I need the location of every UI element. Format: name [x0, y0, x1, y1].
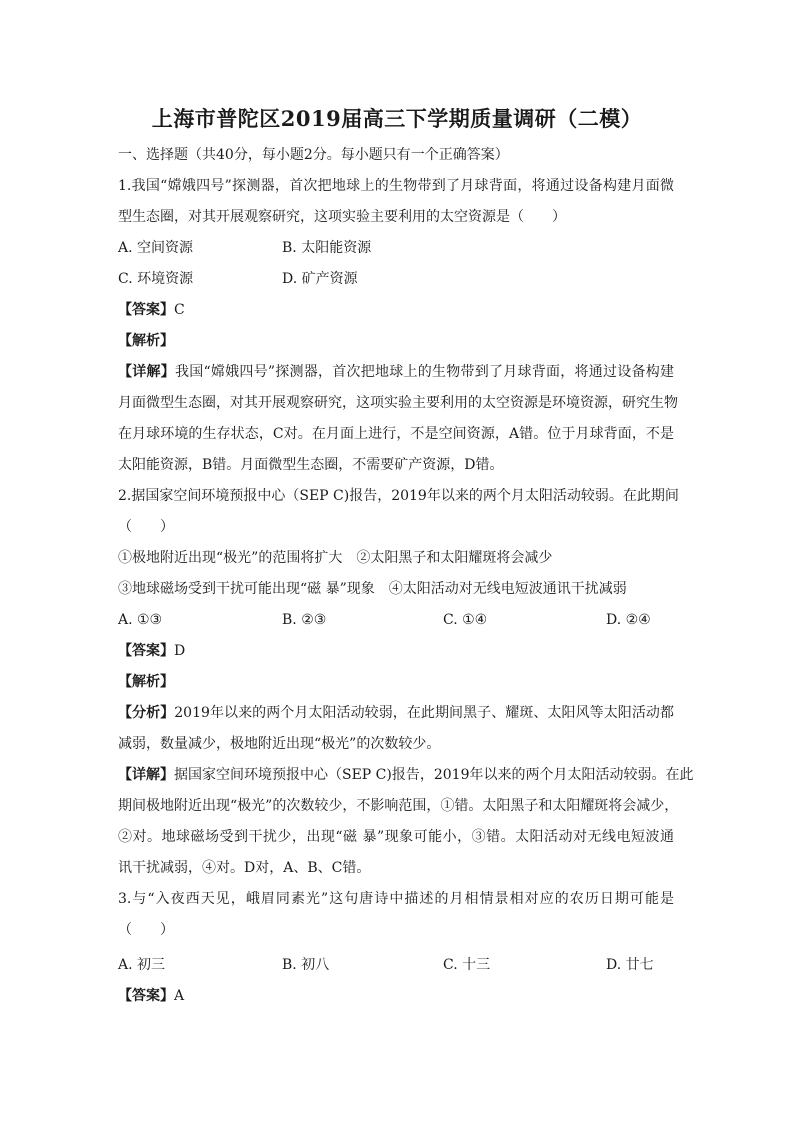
fenxi-tag: 【分析】: [118, 705, 175, 721]
q2-option-b: B. ②③: [282, 612, 327, 628]
q2-fenxi-line-1: [118, 703, 674, 723]
section-heading: 一、选择题（共40分，每小题2分。每小题只有一个正确答案）: [118, 147, 509, 163]
answer-value: D: [174, 643, 186, 659]
q1-option-d: D. 矿产资源: [282, 271, 358, 287]
q1-stem-line-2: 型生态圈，对其开展观察研究，这项实验主要利用的太空资源是（ ）: [118, 209, 566, 225]
q3-option-c: C. 十三: [443, 957, 491, 973]
q2-fenxi-line-2: 减弱，数量减少，极地附近出现“极光”的次数较少。: [118, 736, 441, 752]
q1-option-a: A. 空间资源: [118, 240, 194, 256]
q2-detail-line-2: 期间极地附近出现“极光”的次数较少，不影响范围，①错。太阳黑子和太阳耀斑将会减少，: [118, 798, 679, 814]
q2-detail-line-1: [118, 765, 694, 785]
q1-detail-line-3: 在月球环境的生存状态，C对。在月面上进行，不是空间资源，A错。位于月球背面，不是: [118, 426, 674, 442]
q2-option-d: D. ②④: [606, 612, 651, 628]
answer-tag: 【答案】: [118, 988, 174, 1004]
q2-answer: [118, 641, 185, 661]
q2-item-line-2: ③地球磁场受到干扰可能出现“磁 暴”现象 ④太阳活动对无线电短波通讯干扰减弱: [118, 581, 627, 597]
detail-text: 我国“嫦娥四号”探测器，首次把地球上的生物带到了月球背面，将通过设备构建: [175, 364, 675, 380]
q1-analysis-tag: 【解析】: [118, 333, 174, 349]
q3-option-a: A. 初三: [118, 957, 166, 973]
answer-tag: 【答案】: [118, 643, 174, 659]
q3-option-b: B. 初八: [282, 957, 330, 973]
answer-value: A: [174, 988, 185, 1004]
fenxi-text: 2019年以来的两个月太阳活动较弱，在此期间黑子、耀斑、太阳风等太阳活动都: [174, 705, 674, 721]
q1-stem-line-1: 1.我国“嫦娥四号”探测器，首次把地球上的生物带到了月球背面，将通过设备构建月面微: [118, 178, 674, 194]
q1-answer: [118, 300, 185, 320]
q3-stem-line-2: （ ）: [118, 922, 174, 938]
detail-text: 据国家空间环境预报中心（SEP C)报告，2019年以来的两个月太阳活动较弱。在此: [174, 767, 694, 783]
q2-option-c: C. ①④: [443, 612, 488, 628]
detail-tag: 【详解】: [118, 767, 174, 783]
q1-option-c: C. 环境资源: [118, 271, 194, 287]
q2-item-line-1: ①极地附近出现“极光”的范围将扩大 ②太阳黑子和太阳耀斑将会减少: [118, 550, 553, 566]
q3-option-d: D. 廿七: [606, 957, 654, 973]
q2-stem-line-2: （ ）: [118, 519, 174, 535]
answer-tag: 【答案】: [118, 302, 174, 318]
q2-detail-line-4: 讯干扰减弱，④对。D对，A、B、C错。: [118, 860, 371, 876]
q1-detail-line-4: 太阳能资源，B错。月面微型生态圈，不需要矿产资源，D错。: [118, 457, 504, 473]
detail-tag: 【详解】: [118, 364, 175, 380]
q3-answer: [118, 986, 184, 1006]
q1-option-b: B. 太阳能资源: [282, 240, 372, 256]
q2-stem-line-1: 2.据国家空间环境预报中心（SEP C)报告，2019年以来的两个月太阳活动较弱。在此期间: [118, 488, 679, 504]
q1-detail-line-2: 月面微型生态圈，对其开展观察研究，这项实验主要利用的太空资源是环境资源，研究生物: [118, 395, 678, 411]
q2-detail-line-3: ②对。地球磁场受到干扰少，出现“磁 暴”现象可能小，③错。太阳活动对无线电短波通: [118, 829, 674, 845]
q1-detail-line-1: [118, 362, 674, 382]
q2-option-a: A. ①③: [118, 612, 163, 628]
q2-analysis-tag: 【解析】: [118, 674, 174, 690]
page-title: 上海市普陀区2019届高三下学期质量调研（二模）: [151, 106, 643, 131]
q3-stem-line-1: 3.与“入夜西天见，峨眉同素光”这句唐诗中描述的月相情景相对应的农历日期可能是: [118, 891, 674, 907]
answer-value: C: [174, 302, 185, 318]
